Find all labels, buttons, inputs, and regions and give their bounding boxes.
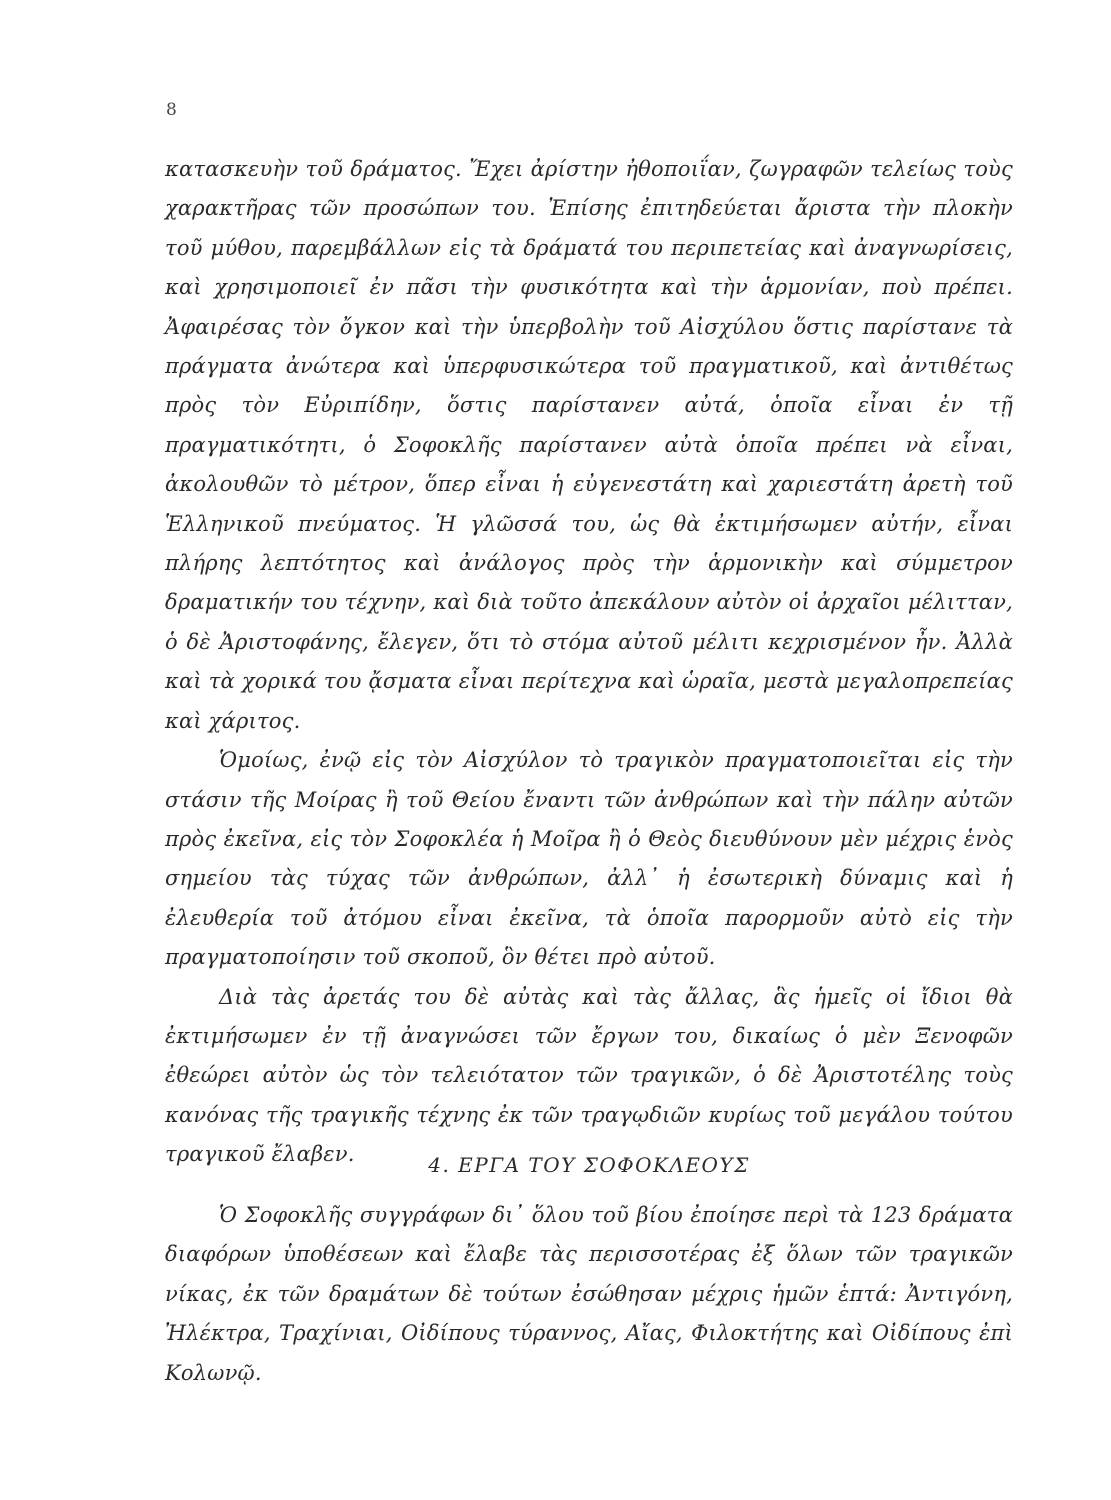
section-heading: 4. ΕΡΓΑ ΤΟΥ ΣΟΦΟΚΛΕΟΥΣ — [428, 1153, 750, 1177]
paragraph-moira: Ὁμοίως, ἐνῷ εἰς τὸν Αἰσχύλον τὸ τραγικὸν πραγματοποιεῖται εἰς τὴν στάσιν τῆς Μοίρας ἢ τοῦ Θείου ἔναντι τῶν ἀνθρώπων καὶ τὴν πάλην αὐτῶν πρὸς ἐκεῖνα, εἰς τὸν Σοφοκλέα ἡ Μοῖρα ἢ ὁ Θεὸς διευθύνουν μὲν μέχρις ἑνὸς σημείου τὰς τύχας τῶν ἀνθρώπων, ἀλλ᾽ ἡ ἐσωτερικὴ δύναμις καὶ ἡ ἐλευθερία τοῦ ἀτόμου εἶναι ἐκεῖνα, τὰ ὁποῖα παρορμοῦν αὐτὸ εἰς τὴν πραγματοποίησιν τοῦ σκοποῦ, ὃν θέτει πρὸ αὐτοῦ. — [165, 748, 1013, 970]
body-text — [165, 150, 1013, 1175]
paragraph-continuation: κατασκευὴν τοῦ δράματος. Ἔχει ἀρίστην ἠθοποιΐαν, ζωγραφῶν τελείως τοὺς χαρακτῆρας τῶν προσώπων του. Ἐπίσης ἐπιτηδεύεται ἄριστα τὴν πλοκὴν τοῦ μύθου, παρεμβάλλων εἰς τὰ δράματά του περιπετείας καὶ ἀναγνωρίσεις, καὶ χρησιμοποιεῖ ἐν πᾶσι τὴν φυσικότητα καὶ τὴν ἁρμονίαν, ποὺ πρέπει. Ἀφαιρέσας τὸν ὄγκον καὶ τὴν ὑπερβολὴν τοῦ Αἰσχύλου ὅστις παρίστανε τὰ πράγματα ἀνώτερα καὶ ὑπερφυσικώτερα τοῦ πραγματικοῦ, καὶ ἀντιθέτως πρὸς τὸν Εὐριπίδην, ὅστις παρίστανεν αὐτά, ὁποῖα εἶναι ἐν τῇ πραγματικότητι, ὁ Σοφοκλῆς παρίστανεν αὐτὰ ὁποῖα πρέπει νὰ εἶναι, ἀκολουθῶν τὸ μέτρον, ὅπερ εἶναι ἡ εὐγενεστάτη καὶ χαριεστάτη ἀρετὴ τοῦ Ἑλληνικοῦ πνεύματος. Ἡ γλῶσσά του, ὡς θὰ ἐκτιμήσωμεν αὐτήν, εἶναι πλήρης λεπτότητος καὶ ἀνάλογος πρὸς τὴν ἁρμονικὴν καὶ σύμμετρον δραματικήν του τέχνην, καὶ διὰ τοῦτο ἀπεκάλουν αὐτὸν οἱ ἀρχαῖοι μέλιτταν, ὁ δὲ Ἀριστοφάνης, ἔλεγεν, ὅτι τὸ στόμα αὐτοῦ μέλιτι κεχρισμένον ἦν. Ἀλλὰ καὶ τὰ χορικά του ᾄσματα εἶναι περίτεχνα καὶ ὡραῖα, μεστὰ μεγαλοπρεπείας καὶ χάριτος. — [165, 157, 1013, 733]
paragraph-works: Ὁ Σοφοκλῆς συγγράφων δι᾽ ὅλου τοῦ βίου ἐποίησε περὶ τὰ 123 δράματα διαφόρων ὑποθέσεων καὶ ἔλαβε τὰς περισσοτέρας ἐξ ὅλων τῶν τραγικῶν νίκας, ἐκ τῶν δραμάτων δὲ τούτων ἐσώθησαν μέχρις ἡμῶν ἑπτά: Ἀντιγόνη, Ἠλέκτρα, Τραχίνιαι, Οἰδίπους τύραννος, Αἴας, Φιλοκτήτης καὶ Οἰδίπους ἐπὶ Κολωνῷ. — [165, 1203, 1013, 1385]
page-number: 8 — [166, 100, 177, 120]
section-text — [165, 1196, 1013, 1393]
paragraph-virtues: Διὰ τὰς ἀρετάς του δὲ αὐτὰς καὶ τὰς ἄλλας, ἃς ἡμεῖς οἱ ἴδιοι θὰ ἐκτιμήσωμεν ἐν τῇ ἀναγνώσει τῶν ἔργων του, δικαίως ὁ μὲν Ξενοφῶν ἐθεώρει αὐτὸν ὡς τὸν τελειότατον τῶν τραγικῶν, ὁ δὲ Ἀριστοτέλης τοὺς κανόνας τῆς τραγικῆς τέχνης ἐκ τῶν τραγῳδιῶν κυρίως τοῦ μεγάλου τούτου τραγικοῦ ἔλαβεν. — [165, 984, 1013, 1167]
